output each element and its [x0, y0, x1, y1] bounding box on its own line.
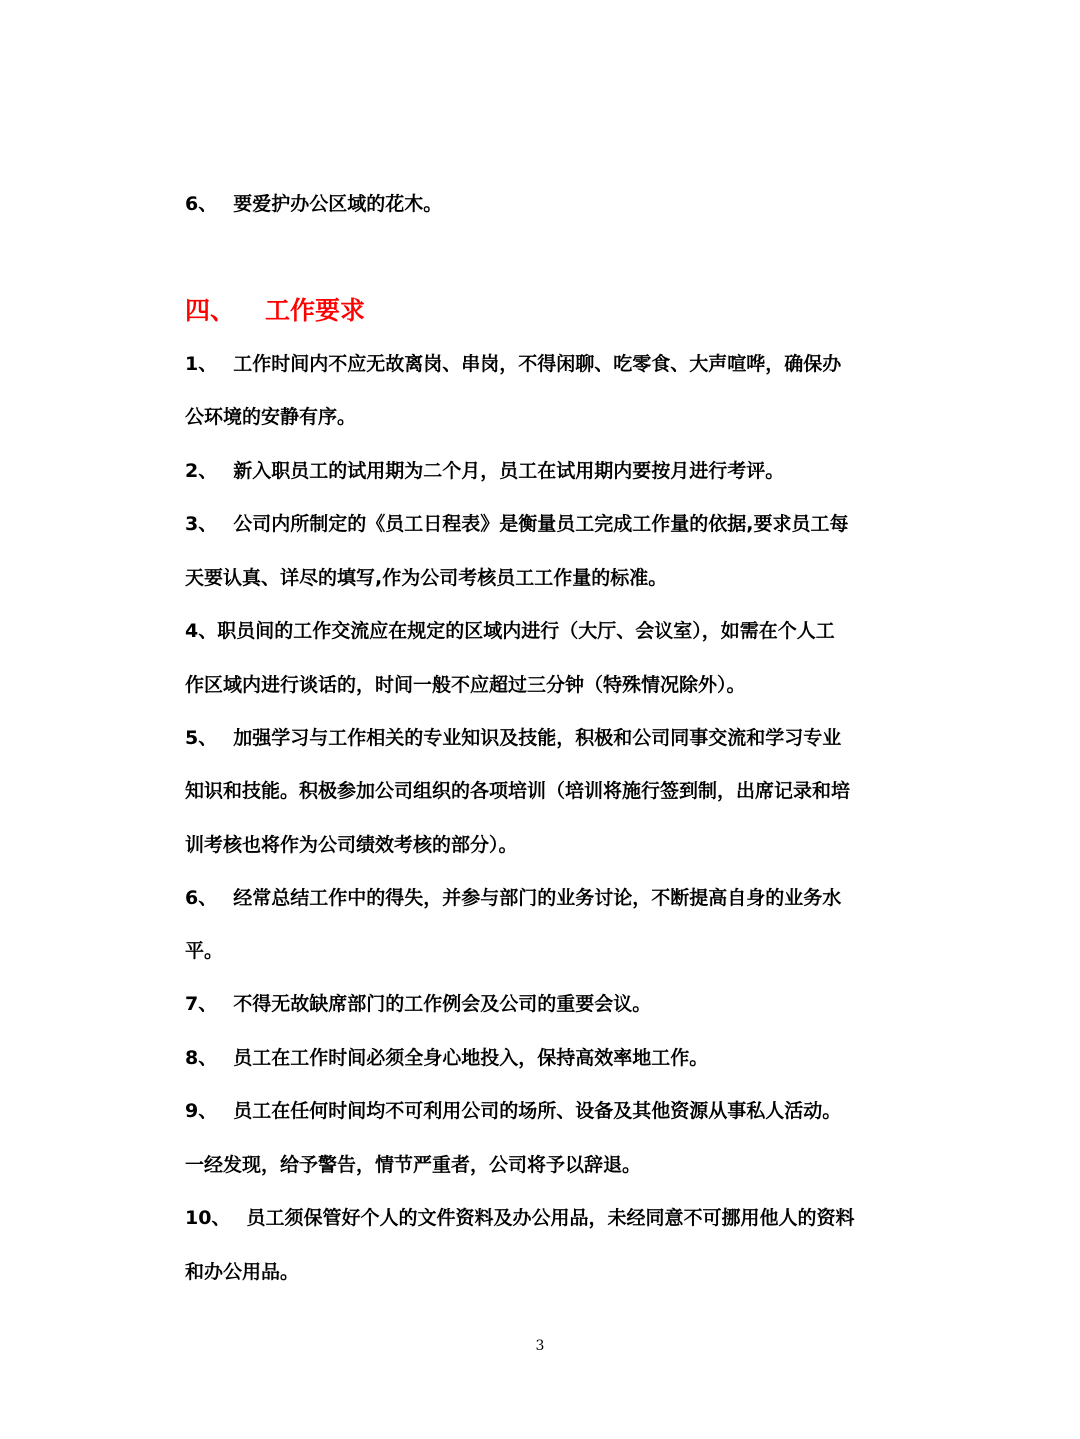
list-item-1 [185, 351, 841, 377]
item-text: 员工须保管好个人的文件资料及办公用品，未经同意不可挪用他人的资料 [246, 1207, 855, 1229]
list-item-9-continuation: 一经发现，给予警告，情节严重者，公司将予以辞退。 [185, 1154, 642, 1176]
list-item-4 [185, 618, 835, 644]
list-item-7 [185, 991, 651, 1017]
item-text: 要爱护办公区域的花木。 [233, 193, 443, 215]
item-text: 加强学习与工作相关的专业知识及技能，积极和公司同事交流和学习专业 [233, 727, 842, 749]
item-number: 9、 [185, 1100, 218, 1122]
list-item-4-continuation: 作区域内进行谈话的，时间一般不应超过三分钟（特殊情况除外）。 [185, 674, 746, 696]
item-number: 4、 [185, 620, 218, 642]
list-item-3-continuation: 天要认真、详尽的填写,作为公司考核员工工作量的标准。 [185, 567, 668, 589]
section-title: 工作要求 [265, 296, 366, 325]
item-number: 2、 [185, 460, 218, 482]
item-text: 公司内所制定的《员工日程表》是衡量员工完成工作量的依据,要求员工每 [233, 513, 849, 535]
item-number: 8、 [185, 1047, 218, 1069]
list-item-10 [185, 1205, 854, 1231]
item-text: 职员间的工作交流应在规定的区域内进行（大厅、会议室），如需在个人工 [217, 620, 835, 642]
item-number: 5、 [185, 727, 218, 749]
list-item-8 [185, 1045, 708, 1071]
item-text: 新入职员工的试用期为二个月，员工在试用期内要按月进行考评。 [233, 460, 785, 482]
item-number: 3、 [185, 513, 218, 535]
item-text: 工作时间内不应无故离岗、串岗，不得闲聊、吃零食、大声喧哗，确保办 [233, 353, 842, 375]
item-number: 6、 [185, 193, 218, 215]
list-item-1-continuation: 公环境的安静有序。 [185, 406, 357, 428]
list-item-6-continuation: 平。 [185, 940, 224, 962]
item-number: 10、 [185, 1207, 231, 1229]
list-item-5 [185, 725, 841, 751]
carryover-item [185, 191, 442, 217]
list-item-10-continuation: 和办公用品。 [185, 1261, 300, 1283]
list-item-5-continuation: 训考核也将作为公司绩效考核的部分）。 [185, 834, 518, 856]
item-text: 员工在工作时间必须全身心地投入，保持高效率地工作。 [233, 1047, 709, 1069]
page-number: 3 [535, 1338, 545, 1354]
list-item-9 [185, 1098, 841, 1124]
list-item-5-continuation: 知识和技能。积极参加公司组织的各项培训（培训将施行签到制，出席记录和培 [185, 780, 851, 802]
item-number: 1、 [185, 353, 218, 375]
section-heading [185, 294, 365, 328]
list-item-2 [185, 458, 784, 484]
item-text: 经常总结工作中的得失，并参与部门的业务讨论，不断提高自身的业务水 [233, 887, 842, 909]
item-number: 6、 [185, 887, 218, 909]
section-number: 四、 [185, 296, 236, 325]
list-item-6 [185, 885, 841, 911]
list-item-3 [185, 511, 848, 537]
item-text: 不得无故缺席部门的工作例会及公司的重要会议。 [233, 993, 652, 1015]
item-text: 员工在任何时间均不可利用公司的场所、设备及其他资源从事私人活动。 [233, 1100, 842, 1122]
item-number: 7、 [185, 993, 218, 1015]
